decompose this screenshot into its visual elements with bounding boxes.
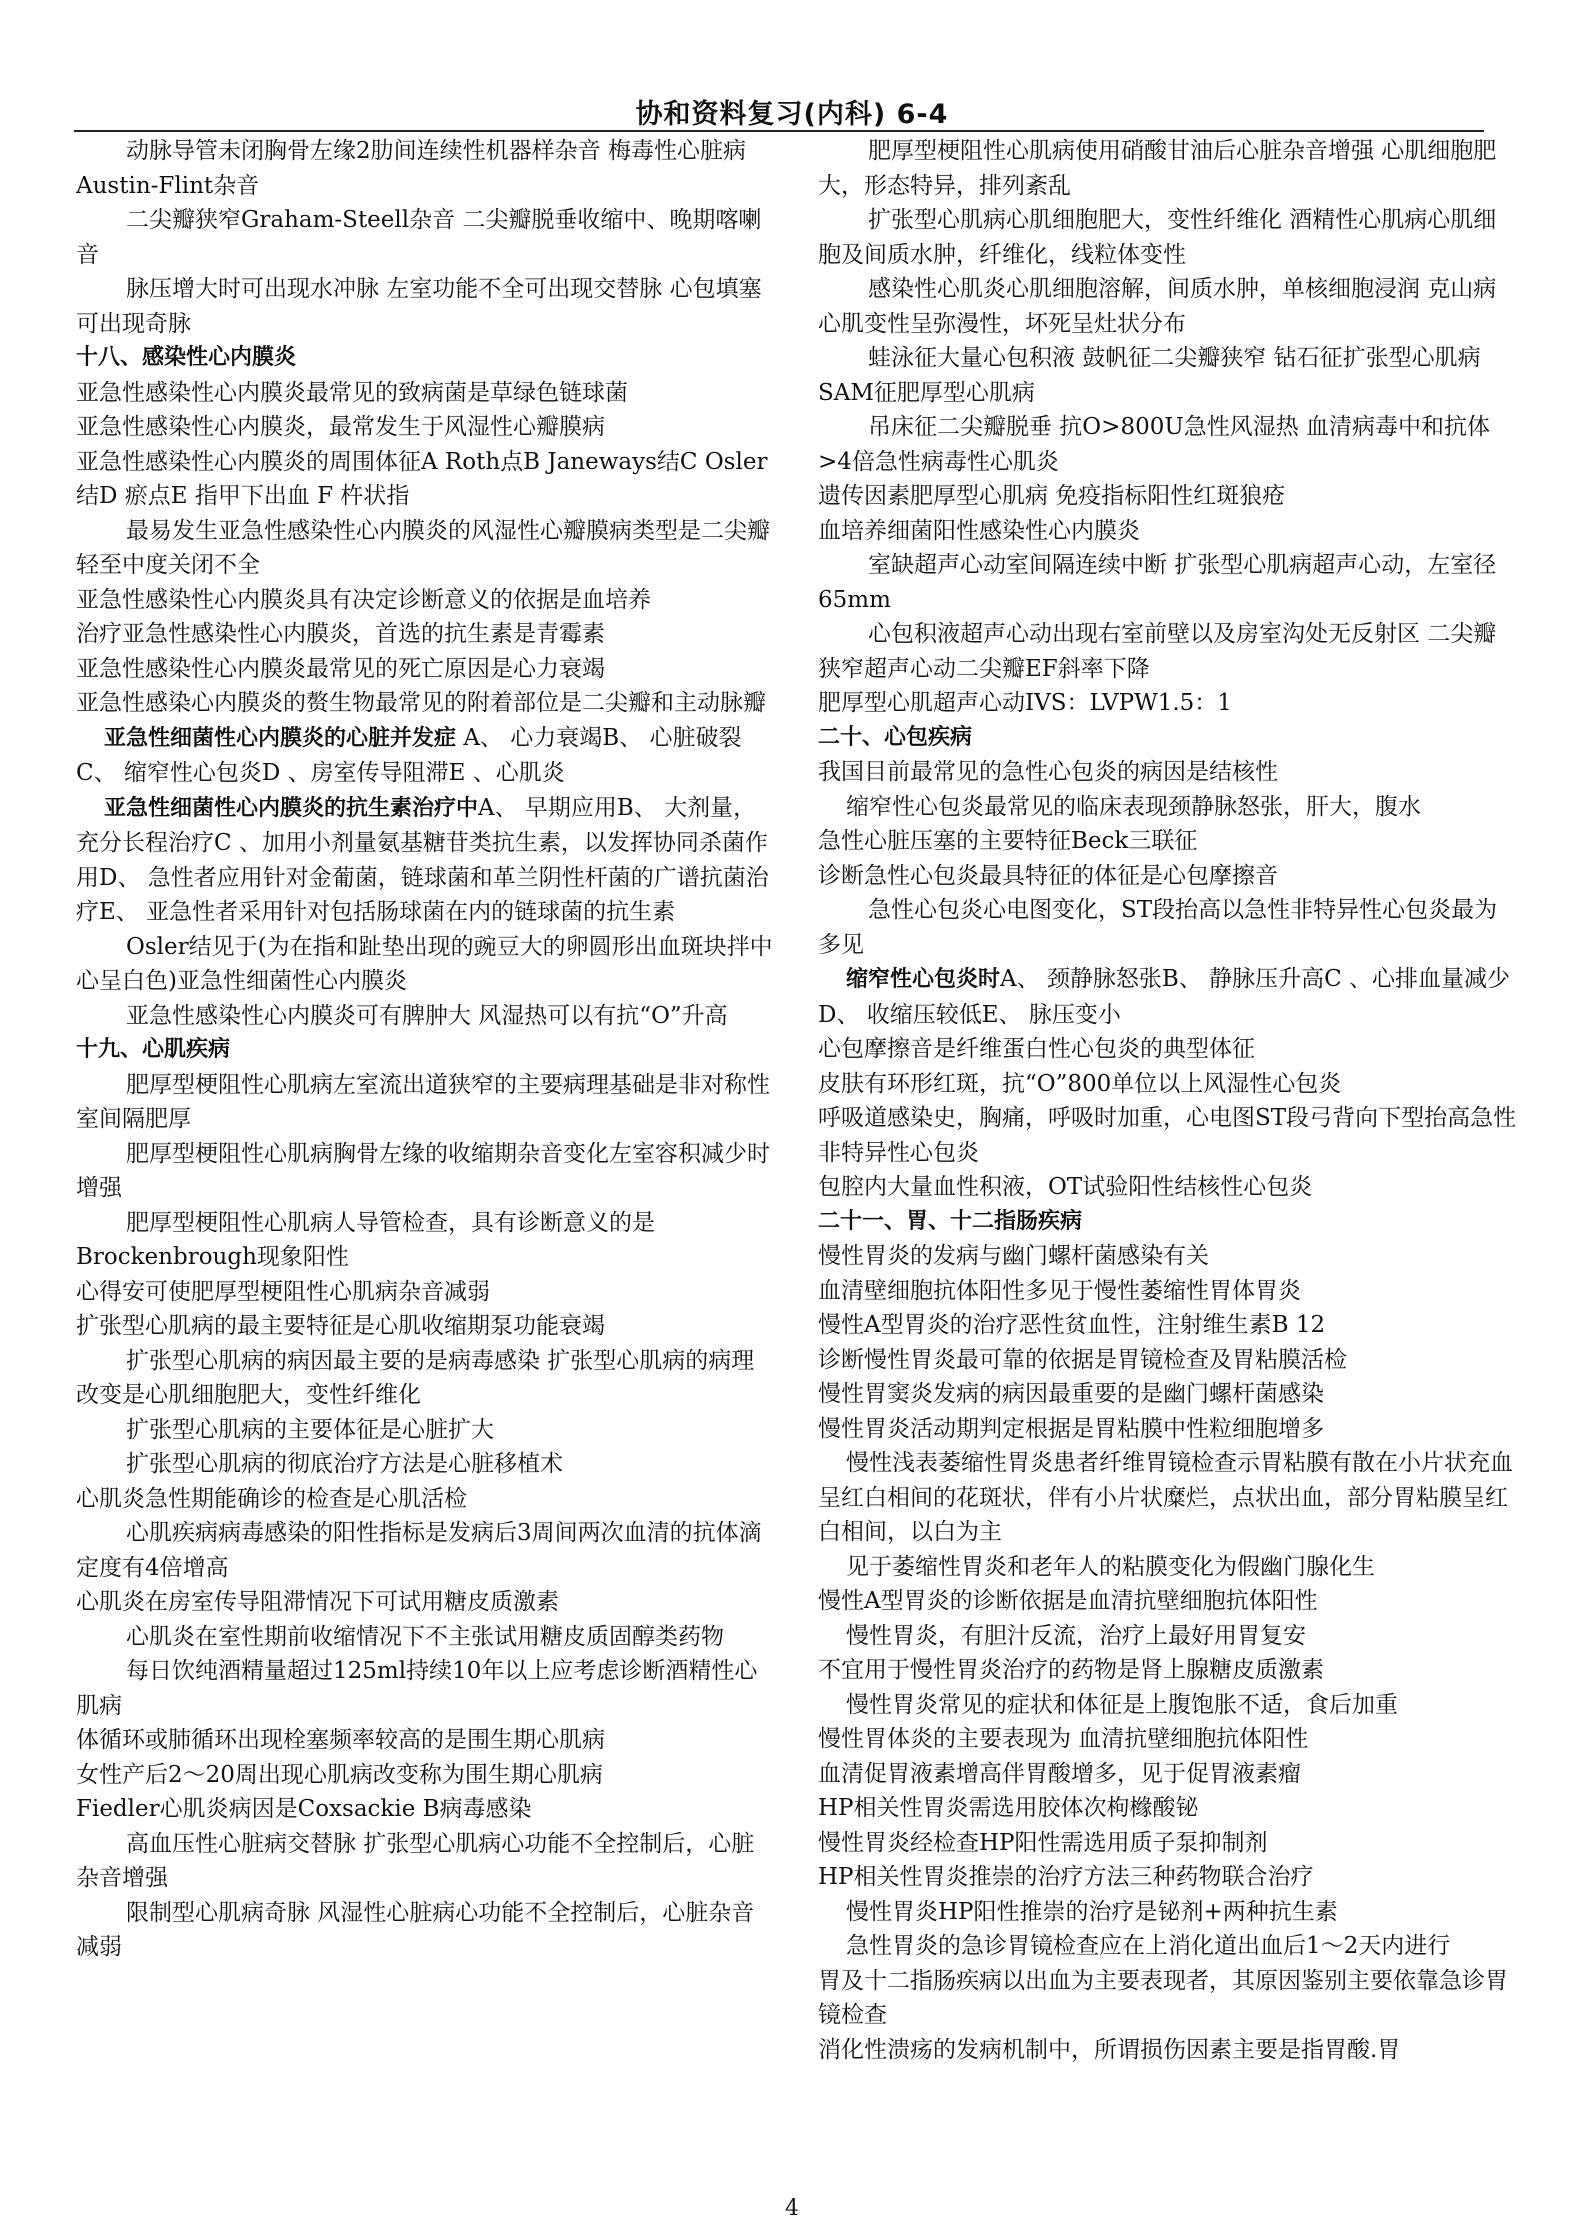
text-paragraph	[76, 1413, 776, 1448]
text-paragraph	[818, 686, 1518, 721]
paragraph-text: 亚急性感染性心内膜炎最常见的死亡原因是心力衰竭	[76, 655, 605, 682]
paragraph-text: HP相关性胃炎需选用胶体次枸橼酸铋	[818, 1795, 1199, 1821]
paragraph-text: 亚急性感染性心内膜炎具有决定诊断意义的依据是血培养	[76, 586, 651, 613]
section-heading	[76, 341, 776, 376]
text-paragraph	[818, 548, 1518, 617]
paragraph-text: Fiedler心肌炎病因是Coxsackie B病毒感染	[76, 1796, 532, 1822]
section-heading	[76, 1033, 776, 1068]
text-paragraph	[818, 859, 1518, 894]
text-paragraph	[818, 1895, 1518, 1930]
paragraph-text: 肥厚型心肌超声心动IVS：LVPW1.5：1	[818, 690, 1232, 716]
text-paragraph	[818, 1412, 1518, 1447]
text-paragraph	[818, 341, 1518, 410]
paragraph-text: 心肌炎在室性期前收缩情况下不主张试用糖皮质固醇类药物	[126, 1623, 724, 1650]
text-paragraph	[76, 583, 776, 618]
paragraph-text: 限制型心肌病奇脉 风湿性心脏病心功能不全控制后，心脏杂音减弱	[76, 1899, 755, 1960]
left-column	[76, 134, 776, 2134]
text-paragraph	[818, 1550, 1518, 1585]
paragraph-text: 体循环或肺循环出现栓塞频率较高的是围生期心肌病	[76, 1727, 605, 1753]
paragraph-text: 亚急性感染性心内膜炎，最常发生于风湿性心瓣膜病	[76, 414, 605, 440]
text-paragraph	[818, 272, 1518, 341]
paragraph-text: 高血压性心脏病交替脉 扩张型心肌病心功能不全控制后，心脏杂音增强	[76, 1830, 755, 1891]
paragraph-text: 扩张型心肌病的最主要特征是心肌收缩期泵功能衰竭	[76, 1313, 605, 1339]
text-paragraph	[76, 791, 776, 930]
paragraph-text: 慢性胃炎HP阳性推崇的治疗是铋剂+两种抗生素	[846, 1898, 1338, 1925]
header-rule	[74, 130, 1484, 132]
text-paragraph	[76, 1827, 776, 1896]
text-paragraph	[818, 1308, 1518, 1343]
paragraph-text: 慢性胃炎活动期判定根据是胃粘膜中性粒细胞增多	[818, 1415, 1324, 1442]
paragraph-text: 动脉导管未闭胸骨左缘2肋间连续性机器样杂音 梅毒性心脏病Austin-Flint杂音	[76, 138, 746, 199]
text-paragraph	[818, 1860, 1518, 1895]
text-paragraph	[818, 893, 1518, 962]
right-column	[818, 134, 1518, 2134]
paragraph-text: 消化性溃疡的发病机制中，所谓损伤因素主要是指胃酸.胃	[818, 2036, 1401, 2063]
text-paragraph	[76, 203, 776, 272]
text-paragraph	[818, 1101, 1518, 1170]
paragraph-text: 蛙泳征大量心包积液 鼓帆征二尖瓣狭窄 钻石征扩张型心肌病 SAM征肥厚型心肌病	[818, 345, 1481, 406]
paragraph-text: 急性心脏压塞的主要特征Beck三联征	[818, 828, 1198, 854]
text-paragraph	[818, 1722, 1518, 1757]
paragraph-text: 胃及十二指肠疾病以出血为主要表现者，其原因鉴别主要依靠急诊胃镜检查	[818, 1967, 1508, 2028]
text-paragraph	[76, 1723, 776, 1758]
paragraph-text: A、 早期应用B、 大剂量，充分长程治疗C 、加用小剂量氨基糖苷类抗生素，以发挥协同杀菌作用D、 急性者应用针对金葡菌，链球菌和革兰阴性杆菌的广谱抗菌治疗E、 亚急性者采用针对包括肠球菌在内的链球菌的抗生素	[76, 794, 769, 925]
text-paragraph	[76, 1447, 776, 1482]
paragraph-text: 心肌炎急性期能确诊的检查是心肌活检	[76, 1485, 467, 1512]
paragraph-text: 感染性心肌炎心肌细胞溶解，间质水肿，单核细胞浸润 克山病心肌变性呈弥漫性，坏死呈灶状分布	[818, 276, 1497, 337]
text-paragraph	[818, 1688, 1518, 1723]
text-paragraph	[76, 1482, 776, 1517]
text-paragraph	[818, 2033, 1518, 2068]
text-paragraph	[818, 824, 1518, 859]
text-paragraph	[818, 755, 1518, 790]
paragraph-text: HP相关性胃炎推崇的治疗方法三种药物联合治疗	[818, 1864, 1314, 1890]
bold-lead-text: 亚急性细菌性心内膜炎的心脏并发症	[104, 725, 457, 751]
paragraph-text: 诊断慢性胃炎最可靠的依据是胃镜检查及胃粘膜活检	[818, 1346, 1347, 1373]
text-paragraph	[76, 410, 776, 445]
text-paragraph	[818, 1343, 1518, 1378]
text-paragraph	[818, 1826, 1518, 1861]
paragraph-text: 十九、心肌疾病	[76, 1037, 231, 1062]
paragraph-text: 亚急性感染性心内膜炎的周围体征A Roth点B Janeways结C Osler结D 瘀点E 指甲下出血 F 杵状指	[76, 448, 768, 509]
text-paragraph	[76, 1585, 776, 1620]
text-paragraph	[76, 999, 776, 1034]
text-paragraph	[818, 1377, 1518, 1412]
paragraph-text: 诊断急性心包炎最具特征的体征是心包摩擦音	[818, 862, 1278, 889]
paragraph-text: 我国目前最常见的急性心包炎的病因是结核性	[818, 759, 1278, 785]
text-paragraph	[76, 1516, 776, 1585]
paragraph-text: 心肌疾病病毒感染的阳性指标是发病后3周间两次血清的抗体滴定度有4倍增高	[76, 1520, 762, 1581]
paragraph-text: 十八、感染性心内膜炎	[76, 345, 297, 370]
page-title: 协和资料复习(内科) 6-4	[635, 99, 949, 130]
paragraph-text: 血培养细菌阳性感染性心内膜炎	[818, 517, 1140, 544]
text-paragraph	[76, 1068, 776, 1137]
paragraph-text: 亚急性感染性心内膜炎最常见的致病菌是草绿色链球菌	[76, 379, 628, 406]
paragraph-text: 包腔内大量血性积液，OT试验阳性结核性心包炎	[818, 1174, 1313, 1200]
text-paragraph	[818, 617, 1518, 686]
text-paragraph	[818, 134, 1518, 203]
paragraph-text: 肥厚型梗阻性心肌病使用硝酸甘油后心脏杂音增强 心肌细胞肥大，形态特异，排列紊乱	[818, 138, 1497, 199]
text-paragraph	[76, 1137, 776, 1206]
text-paragraph	[818, 1584, 1518, 1619]
page-number: 4	[785, 2196, 799, 2221]
paragraph-text: 急性胃炎的急诊胃镜检查应在上消化道出血后1～2天内进行	[846, 1933, 1451, 1959]
paragraph-text: 扩张型心肌病的主要体征是心脏扩大	[126, 1416, 494, 1443]
paragraph-text: 慢性胃炎经检查HP阳性需选用质子泵抑制剂	[818, 1829, 1268, 1856]
text-paragraph	[76, 1758, 776, 1793]
paragraph-text: A、 心力衰竭B、 心脏破裂C、 缩窄性心包炎D 、房室传导阻滞E 、心肌炎	[76, 724, 742, 786]
paragraph-text: 每日饮纯酒精量超过125ml持续10年以上应考虑诊断酒精性心肌病	[76, 1658, 758, 1719]
paragraph-text: 女性产后2～20周出现心肌病改变称为围生期心肌病	[76, 1761, 603, 1788]
text-paragraph	[818, 1170, 1518, 1205]
paragraph-text: 慢性胃炎常见的症状和体征是上腹饱胀不适，食后加重	[846, 1691, 1398, 1718]
text-paragraph	[76, 1206, 776, 1275]
text-paragraph	[818, 1964, 1518, 2033]
text-paragraph	[818, 1619, 1518, 1654]
paragraph-text: 慢性浅表萎缩性胃炎患者纤维胃镜检查示胃粘膜有散在小片状充血呈红白相间的花斑状，伴有小片状糜烂，点状出血，部分胃粘膜呈红白相间，以白为主	[818, 1450, 1513, 1545]
text-paragraph	[818, 1032, 1518, 1067]
text-paragraph	[818, 1757, 1518, 1792]
paragraph-text: 肥厚型梗阻性心肌病左室流出道狭窄的主要病理基础是非对称性室间隔肥厚	[76, 1071, 770, 1132]
bold-lead-text: 缩窄性心包炎时	[846, 967, 1001, 992]
text-paragraph	[76, 686, 776, 721]
paragraph-text: 二尖瓣狭窄Graham-Steell杂音 二尖瓣脱垂收缩中、晚期喀喇音	[76, 207, 762, 268]
text-paragraph	[76, 1792, 776, 1827]
paragraph-text: 亚急性感染性心内膜炎可有脾肿大 风湿热可以有抗“O”升高	[126, 1002, 728, 1029]
text-paragraph	[76, 1654, 776, 1723]
paragraph-text: 扩张型心肌病的彻底治疗方法是心脏移植术	[126, 1451, 563, 1477]
paragraph-text: Osler结见于(为在指和趾垫出现的豌豆大的卵圆形出血斑块拌中心呈白色)亚急性细菌性心内膜炎	[76, 933, 773, 994]
paragraph-text: 见于萎缩性胃炎和老年人的粘膜变化为假幽门腺化生	[846, 1553, 1375, 1580]
section-heading	[818, 1205, 1518, 1240]
paragraph-text: 慢性胃炎，有胆汁反流，治疗上最好用胃复安	[846, 1622, 1306, 1649]
paragraph-text: 血清壁细胞抗体阳性多见于慢性萎缩性胃体胃炎	[818, 1277, 1301, 1304]
paragraph-text: 慢性A型胃炎的诊断依据是血清抗壁细胞抗体阳性	[818, 1588, 1318, 1614]
paragraph-text: 呼吸道感染史，胸痛，呼吸时加重，心电图ST段弓背向下型抬高急性非特异性心包炎	[818, 1105, 1517, 1166]
paragraph-text: 急性心包炎心电图变化，ST段抬高以急性非特异性心包炎最为多见	[818, 897, 1498, 958]
text-paragraph	[76, 721, 776, 791]
text-paragraph	[818, 1067, 1518, 1102]
paragraph-text: 治疗亚急性感染性心内膜炎，首选的抗生素是青霉素	[76, 621, 605, 647]
text-paragraph	[818, 479, 1518, 514]
text-paragraph	[818, 410, 1518, 479]
paragraph-text: 最易发生亚急性感染性心内膜炎的风湿性心瓣膜病类型是二尖瓣轻至中度关闭不全	[76, 517, 770, 578]
text-paragraph	[76, 1896, 776, 1965]
paragraph-text: 慢性胃体炎的主要表现为 血清抗壁细胞抗体阳性	[818, 1726, 1309, 1752]
text-paragraph	[76, 445, 776, 514]
paragraph-text: 扩张型心肌病心肌细胞肥大，变性纤维化 酒精性心肌病心肌细胞及间质水肿，纤维化，线粒体变性	[818, 207, 1497, 268]
text-paragraph	[76, 376, 776, 411]
paragraph-text: 慢性胃炎的发病与幽门螺杆菌感染有关	[818, 1243, 1209, 1269]
paragraph-text: 皮肤有环形红斑，抗“O”800单位以上风湿性心包炎	[818, 1070, 1342, 1097]
text-paragraph	[818, 514, 1518, 549]
text-paragraph	[818, 1653, 1518, 1688]
bold-lead-text: 亚急性细菌性心内膜炎的抗生素治疗中	[104, 795, 479, 821]
paragraph-text: 心得安可使肥厚型梗阻性心肌病杂音减弱	[76, 1278, 490, 1305]
text-paragraph	[76, 514, 776, 583]
paragraph-text: 慢性胃窦炎发病的病因最重要的是幽门螺杆菌感染	[818, 1381, 1324, 1407]
paragraph-text: 脉压增大时可出现水冲脉 左室功能不全可出现交替脉 心包填塞可出现奇脉	[76, 276, 762, 337]
paragraph-text: 缩窄性心包炎最常见的临床表现颈静脉怒张，肝大，腹水	[846, 793, 1421, 820]
text-paragraph	[76, 1344, 776, 1413]
text-paragraph	[76, 134, 776, 203]
paragraph-text: 血清促胃液素增高伴胃酸增多，见于促胃液素瘤	[818, 1760, 1301, 1787]
text-paragraph	[76, 652, 776, 687]
text-paragraph	[76, 1309, 776, 1344]
text-paragraph	[76, 272, 776, 341]
text-paragraph	[76, 930, 776, 999]
text-paragraph	[818, 1446, 1518, 1550]
paragraph-text: 扩张型心肌病的病因最主要的是病毒感染 扩张型心肌病的病理改变是心肌细胞肥大，变性纤维化	[76, 1347, 755, 1408]
paragraph-text: 心包积液超声心动出现右室前壁以及房室沟处无反射区 二尖瓣狭窄超声心动二尖瓣EF斜率下降	[818, 621, 1497, 682]
paragraph-text: 遗传因素肥厚型心肌病 免疫指标阳性红斑狼疮	[818, 483, 1286, 509]
text-paragraph	[818, 1239, 1518, 1274]
paragraph-text: 二十、心包疾病	[818, 724, 973, 750]
paragraph-text: 慢性A型胃炎的治疗恶性贫血性，注射维生素B 12	[818, 1312, 1326, 1338]
paragraph-text: A、 颈静脉怒张B、 静脉压升高C 、心排血量减少D、 收缩压较低E、 脉压变小	[818, 966, 1511, 1028]
text-paragraph	[818, 962, 1518, 1032]
text-paragraph	[818, 203, 1518, 272]
section-heading	[818, 721, 1518, 756]
paragraph-text: 二十一、胃、十二指肠疾病	[818, 1208, 1083, 1234]
paragraph-text: 肥厚型梗阻性心肌病胸骨左缘的收缩期杂音变化左室容积减少时增强	[76, 1140, 770, 1201]
paragraph-text: 吊床征二尖瓣脱垂 抗O>800U急性风湿热 血清病毒中和抗体>4倍急性病毒性心肌炎	[818, 414, 1491, 475]
text-paragraph	[76, 1620, 776, 1655]
text-paragraph	[818, 1929, 1518, 1964]
text-paragraph	[818, 1274, 1518, 1309]
paragraph-text: 不宜用于慢性胃炎治疗的药物是肾上腺糖皮质激素	[818, 1657, 1324, 1683]
paragraph-text: 心包摩擦音是纤维蛋白性心包炎的典型体征	[818, 1036, 1255, 1062]
paragraph-text: 肥厚型梗阻性心肌病人导管检查，具有诊断意义的是Brockenbrough现象阳性	[76, 1209, 655, 1270]
text-paragraph	[818, 790, 1518, 825]
text-paragraph	[818, 1791, 1518, 1826]
text-paragraph	[76, 617, 776, 652]
paragraph-text: 亚急性感染心内膜炎的赘生物最常见的附着部位是二尖瓣和主动脉瓣	[76, 690, 766, 716]
paragraph-text: 心肌炎在房室传导阻滞情况下可试用糖皮质激素	[76, 1589, 559, 1615]
text-paragraph	[76, 1275, 776, 1310]
paragraph-text: 室缺超声心动室间隔连续中断 扩张型心肌病超声心动，左室径65mm	[818, 552, 1497, 613]
